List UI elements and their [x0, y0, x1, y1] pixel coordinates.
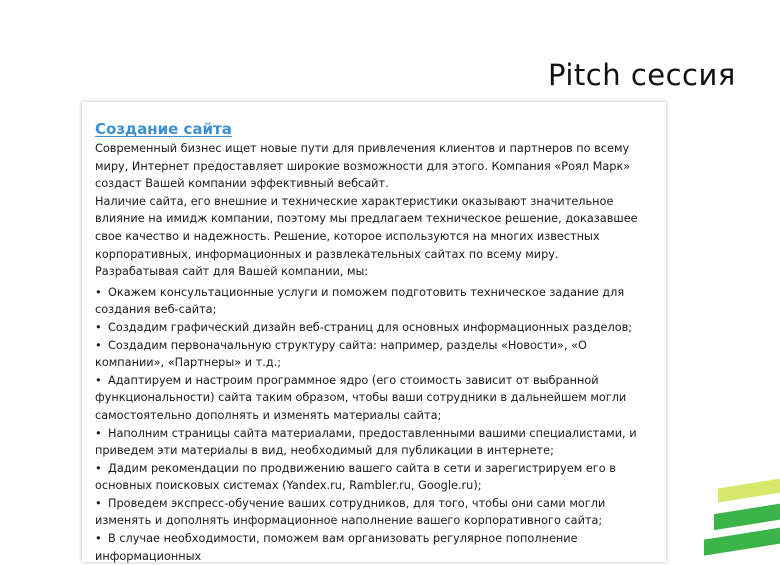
- list-item: [95, 319, 650, 337]
- decorative-stripe-light: [718, 478, 780, 502]
- card-body: [95, 120, 650, 565]
- slide-title: Pitch сессия: [548, 58, 736, 92]
- list-item: [95, 284, 650, 319]
- list-item-text: Проведем экспресс-обучение ваших сотрудников, для того, чтобы они сами могли изменять и дополнять информационное наполнение вашего корпоративного сайта;: [95, 496, 606, 528]
- bullet-icon: •: [95, 426, 102, 440]
- intro-paragraph: Современный бизнес ищет новые пути для привлечения клиентов и партнеров по всему миру, Интернет предоставляет широкие возможности для этого. Компания «Роял Марк» создаст Вашей компании эффективный вебсайт.: [95, 142, 631, 191]
- description-paragraph: Наличие сайта, его внешние и технические характеристики оказывают значительное влияние на имидж компании, поэтому мы предлагаем техническое решение, доказавшее свое качество и надежность. Решение, которое используются на многих известных корпоративных, информационных и развлекательных сайтах по всему миру.: [95, 194, 638, 261]
- list-item: [95, 337, 650, 372]
- list-item-text: Создадим графический дизайн веб-страниц для основных информационных разделов;: [108, 320, 633, 334]
- bullet-icon: •: [95, 373, 102, 387]
- decorative-stripe-green: [714, 503, 780, 530]
- card-title: Создание сайта: [95, 120, 232, 138]
- list-item: [95, 530, 650, 565]
- list-item-text: Адаптируем и настроим программное ядро (его стоимость зависит от выбранной функциональности) сайта таким образом, чтобы ваши сотрудники в дальнейшем могли самостоятельно дополнять и изменять материалы сайта;: [95, 373, 627, 422]
- list-item-text: Наполним страницы сайта материалами, предоставленными вашими специалистами, и приведем эти материалы в вид, необходимый для публикации в интернете;: [95, 426, 637, 458]
- list-item-text: Создадим первоначальную структуру сайта: например, разделы «Новости», «О компании», «Партнеры» и т.д.;: [95, 338, 587, 370]
- bullet-icon: •: [95, 496, 102, 510]
- lead-in-paragraph: Разрабатывая сайт для Вашей компании, мы:: [95, 265, 369, 279]
- services-list: [95, 284, 650, 565]
- list-item: [95, 425, 650, 460]
- list-item: [95, 495, 650, 530]
- list-item: [95, 460, 650, 495]
- bullet-icon: •: [95, 532, 102, 546]
- list-item: [95, 372, 650, 425]
- bullet-icon: •: [95, 338, 102, 352]
- list-item-text: Окажем консультационные услуги и поможем подготовить техническое задание для создания веб-сайта;: [95, 285, 625, 317]
- decorative-stripe-green-lower: [704, 527, 780, 556]
- content-card: [82, 102, 666, 562]
- bullet-icon: •: [95, 320, 102, 334]
- bullet-icon: •: [95, 461, 102, 475]
- list-item-text: В случае необходимости, поможем вам организовать регулярное пополнение информационных: [95, 532, 578, 563]
- list-item-text: Дадим рекомендации по продвижению вашего сайта в сети и зарегистрируем его в основных поисковых системах (Yandex.ru, Rambler.ru, Google.ru);: [95, 461, 616, 493]
- bullet-icon: •: [95, 285, 102, 299]
